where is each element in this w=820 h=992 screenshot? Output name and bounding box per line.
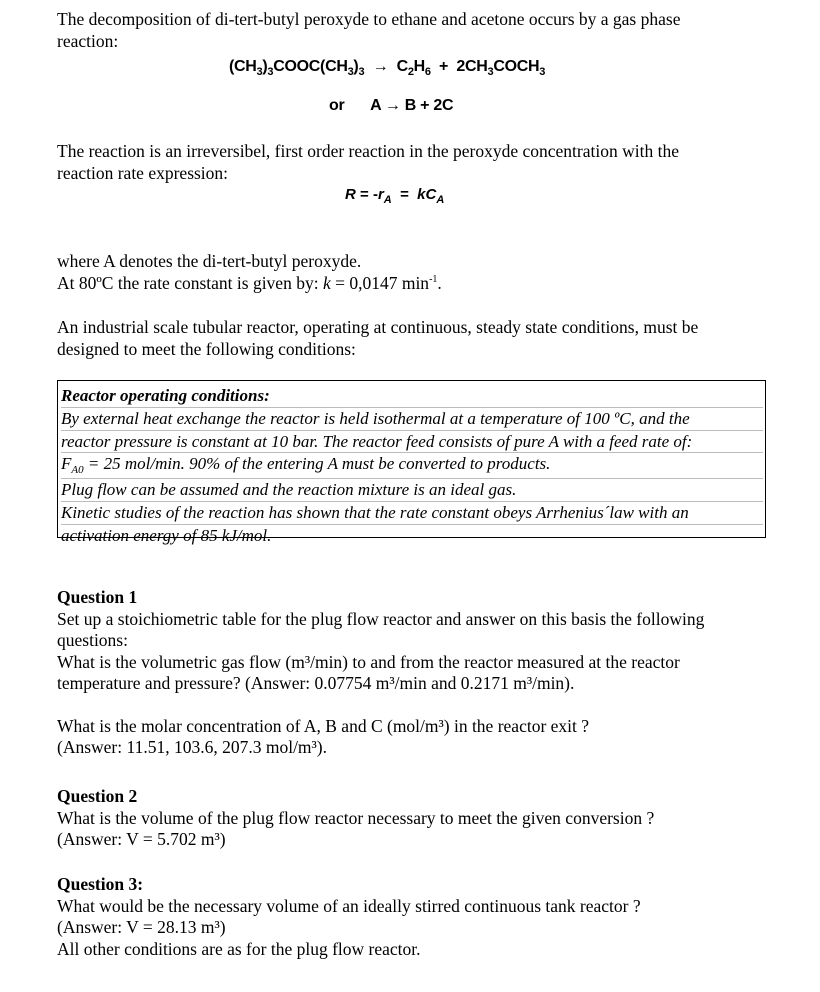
question-line: What is the volumetric gas flow (m³/min) to and from the reactor measured at the reactor <box>57 651 680 672</box>
question-line: What is the volume of the plug flow reactor necessary to meet the given conversion ? <box>57 807 655 828</box>
intro-line: The decomposition of di-tert-butyl peroxyde to ethane and acetone occurs by a gas phase <box>57 9 681 29</box>
design-paragraph <box>57 317 777 360</box>
box-line: reactor pressure is constant at 10 bar. The reactor feed consists of pure A with a feed rate of: <box>61 431 763 454</box>
product-ethane: $C_2H_6$ <box>396 58 431 78</box>
question-title: Question 3: <box>57 874 144 894</box>
question-line: All other conditions are as for the plug flow reactor. <box>57 938 421 959</box>
box-heading: Reactor operating conditions: <box>61 385 763 408</box>
box-line: Plug flow can be assumed and the reaction mixture is an ideal gas. <box>61 479 763 502</box>
question-line: What is the molar concentration of A, B and C (mol/m³) in the reactor exit ? <box>57 715 590 736</box>
box-line-feed-rate: $F_{A0} = 25$ mol/min. 90% of the entering A must be converted to products. <box>61 453 763 479</box>
short-form: A → B + 2C <box>370 97 454 114</box>
operating-conditions-box <box>57 380 766 545</box>
question-line: Set up a stoichiometric table for the plug flow reactor and answer on this basis the following <box>57 608 705 629</box>
box-line: Kinetic studies of the reaction has shown that the rate constant obeys Arrhenius´law with an <box>61 502 763 525</box>
definition-line: where A denotes the di-tert-butyl peroxyde. <box>57 251 362 271</box>
question-line: questions: <box>57 630 128 650</box>
product-acetone: $2CH_3COCH_3$ <box>456 58 546 78</box>
rate-line: reaction rate expression: <box>57 162 229 183</box>
rate-expression: $R = -r_A = kC_A$ <box>345 186 445 206</box>
question-line: What would be the necessary volume of an ideally stirred continuous tank reactor ? <box>57 895 641 916</box>
question-title: Question 2 <box>57 786 138 806</box>
k-symbol: k <box>322 272 331 293</box>
box-line: By external heat exchange the reactor is held isothermal at a temperature of 100 ºC, and the <box>61 408 763 431</box>
reactant-formula: $(CH_3)_3COOC(CH_3)_3$ <box>229 58 365 78</box>
question-line: (Answer: 11.51, 103.6, 207.3 mol/m³). <box>57 737 327 757</box>
question-line: (Answer: V = 5.702 m³) <box>57 829 226 849</box>
question-3 <box>57 874 777 960</box>
short-equation <box>329 95 453 117</box>
rate-line: The reaction is an irreversibel, first order reaction in the peroxyde concentration with the <box>57 141 679 161</box>
box-line: activation energy of 85 kJ/mol. <box>61 525 272 545</box>
or-label: or <box>329 97 345 114</box>
reaction-arrow-icon: → <box>372 58 389 75</box>
intro-paragraph <box>57 9 777 52</box>
question-line: (Answer: V = 28.13 m³) <box>57 917 226 937</box>
design-line: An industrial scale tubular reactor, operating at continuous, steady state conditions, must be <box>57 317 699 337</box>
definitions-paragraph <box>57 251 777 297</box>
rate-constant-line: At 80ºC the rate constant is given by: k = 0,0147 $\min^{-1}$. <box>57 272 442 293</box>
plus-sign: + <box>439 58 449 75</box>
chemical-equation <box>229 56 545 80</box>
rate-paragraph <box>57 141 777 184</box>
question-title: Question 1 <box>57 587 138 607</box>
question-line: temperature and pressure? (Answer: 0.07754 m³/min and 0.2171 m³/min). <box>57 673 575 693</box>
intro-line: reaction: <box>57 30 119 51</box>
question-1 <box>57 587 777 759</box>
question-2 <box>57 786 777 851</box>
design-line: designed to meet the following conditions: <box>57 338 356 359</box>
